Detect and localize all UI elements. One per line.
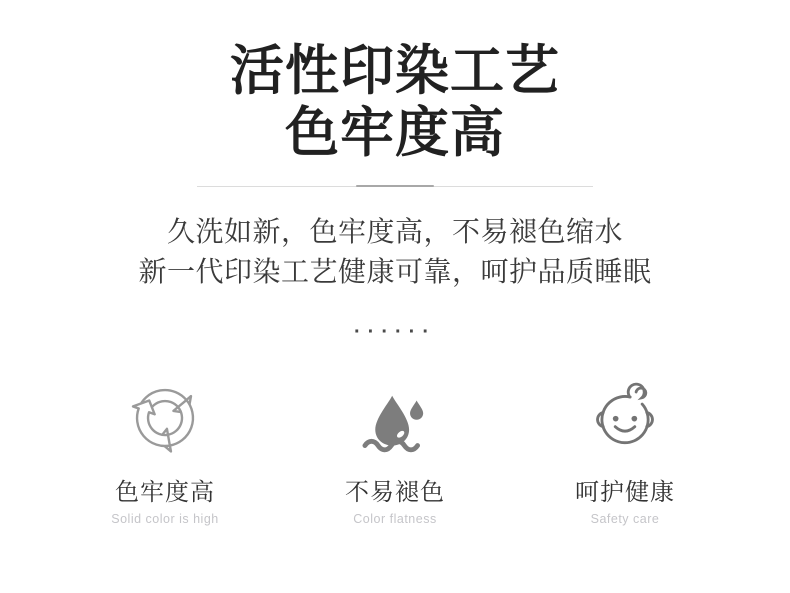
divider	[197, 186, 593, 188]
description	[0, 212, 790, 292]
feature-color-fastness	[50, 378, 280, 526]
divider-center-segment	[356, 185, 434, 187]
feature-no-fading	[280, 378, 510, 526]
feature-sublabel: Solid color is high	[111, 512, 219, 526]
description-line-2: 新一代印染工艺健康可靠，呵护品质睡眠	[138, 256, 652, 287]
dots-separator: ······	[354, 321, 436, 343]
title-line-1: 活性印染工艺	[230, 41, 560, 101]
water-drop-icon	[280, 378, 510, 454]
feature-sublabel: Safety care	[590, 512, 660, 526]
feature-label: 呵护健康	[575, 479, 675, 506]
feature-sublabel: Color flatness	[353, 512, 437, 526]
feature-label: 不易褪色	[345, 479, 445, 506]
description-line-1: 久洗如新，色牢度高，不易褪色缩水	[166, 216, 623, 247]
baby-face-icon	[510, 378, 740, 454]
page-title	[0, 40, 790, 164]
feature-label: 色牢度高	[115, 479, 215, 506]
title-line-2: 色牢度高	[285, 103, 505, 163]
features-row	[50, 378, 740, 526]
recycle-icon	[50, 378, 280, 454]
feature-health-care	[510, 378, 740, 526]
